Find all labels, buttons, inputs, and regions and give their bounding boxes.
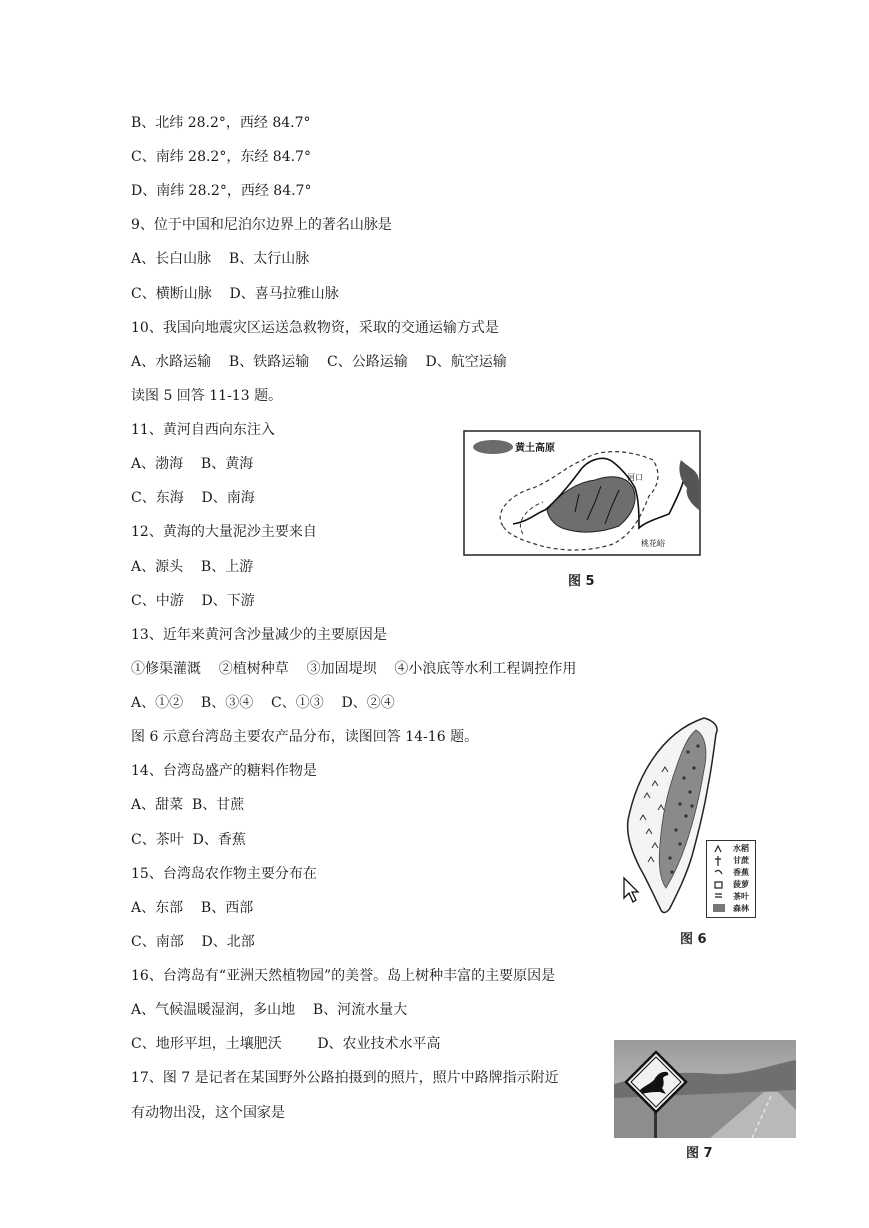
label-loess-plateau: 黄土高原 — [515, 443, 555, 454]
options-9-cd: C、横断山脉 D、喜马拉雅山脉 — [131, 286, 339, 302]
banana-symbol-icon — [715, 870, 722, 874]
legend-pineapple: 菠萝 — [733, 880, 749, 889]
figure-6-legend — [706, 840, 756, 918]
pineapple-symbol-icon — [715, 882, 722, 888]
options-10: A、水路运输 B、铁路运输 C、公路运输 D、航空运输 — [131, 354, 507, 370]
legend-tea: 茶叶 — [733, 892, 749, 901]
rice-symbol-icon — [715, 846, 721, 852]
question-17-line1: 17、图 7 是记者在某国野外公路拍摄到的照片，照片中路牌指示附近 — [131, 1070, 559, 1086]
options-16-ab: A、气候温暖湿润，多山地 B、河流水量大 — [131, 1002, 408, 1018]
label-hekou: 河口 — [627, 473, 643, 482]
options-9-ab: A、长白山脉 B、太行山脉 — [131, 251, 310, 267]
question-13: 13、近年来黄河含沙量减少的主要原因是 — [131, 627, 387, 643]
question-12: 12、黄海的大量泥沙主要来自 — [131, 524, 317, 540]
instruction-14-16: 图 6 示意台湾岛主要农产品分布，读图回答 14-16 题。 — [131, 729, 479, 745]
question-14: 14、台湾岛盛产的糖料作物是 — [131, 763, 317, 779]
legend-forest: 森林 — [733, 904, 749, 913]
options-15-ab: A、东部 B、西部 — [131, 900, 254, 916]
question-17-line2: 有动物出没，这个国家是 — [131, 1105, 285, 1121]
figure-6-caption: 图 6 — [680, 932, 707, 947]
options-16-cd: C、地形平坦，土壤肥沃 D、农业技术水平高 — [131, 1036, 441, 1052]
options-12-ab: A、源头 B、上游 — [131, 559, 254, 575]
figure-5-caption: 图 5 — [568, 574, 595, 589]
tea-symbol-icon — [715, 894, 722, 897]
options-11-cd: C、东海 D、南海 — [131, 490, 255, 506]
question-9: 9、位于中国和尼泊尔边界上的著名山脉是 — [131, 217, 392, 233]
legend-sugarcane: 甘蔗 — [733, 856, 749, 865]
figure-5-map — [463, 430, 701, 556]
option-8c: C、南纬 28.2°，东经 84.7° — [131, 149, 311, 165]
option-8b: B、北纬 28.2°，西经 84.7° — [131, 115, 311, 131]
options-13: A、①② B、③④ C、①③ D、②④ — [131, 695, 395, 711]
legend-rice: 水稻 — [733, 844, 749, 853]
figure-7-caption: 图 7 — [686, 1146, 713, 1161]
question-16: 16、台湾岛有“亚洲天然植物园”的美誉。岛上树种丰富的主要原因是 — [131, 968, 556, 984]
options-14-ab: A、甜菜 B、甘蔗 — [131, 797, 245, 813]
question-15: 15、台湾岛农作物主要分布在 — [131, 866, 317, 882]
question-10: 10、我国向地震灾区运送急救物资，采取的交通运输方式是 — [131, 320, 499, 336]
figure-7-photo — [614, 1040, 796, 1138]
statements-13: ①修渠灌溉 ②植树种草 ③加固堤坝 ④小浪底等水利工程调控作用 — [131, 661, 577, 677]
forest-symbol-icon — [713, 904, 725, 912]
legend-banana: 香蕉 — [733, 868, 749, 877]
instruction-11-13: 读图 5 回答 11-13 题。 — [131, 388, 283, 404]
options-12-cd: C、中游 D、下游 — [131, 593, 255, 609]
options-15-cd: C、南部 D、北部 — [131, 934, 255, 950]
sugarcane-symbol-icon — [715, 856, 721, 866]
question-11: 11、黄河自西向东注入 — [131, 422, 275, 438]
option-8d: D、南纬 28.2°，西经 84.7° — [131, 183, 312, 199]
mouse-cursor-icon — [622, 876, 640, 904]
options-14-cd: C、茶叶 D、香蕉 — [131, 832, 246, 848]
label-taohuayu: 桃花峪 — [641, 539, 665, 548]
options-11-ab: A、渤海 B、黄海 — [131, 456, 254, 472]
